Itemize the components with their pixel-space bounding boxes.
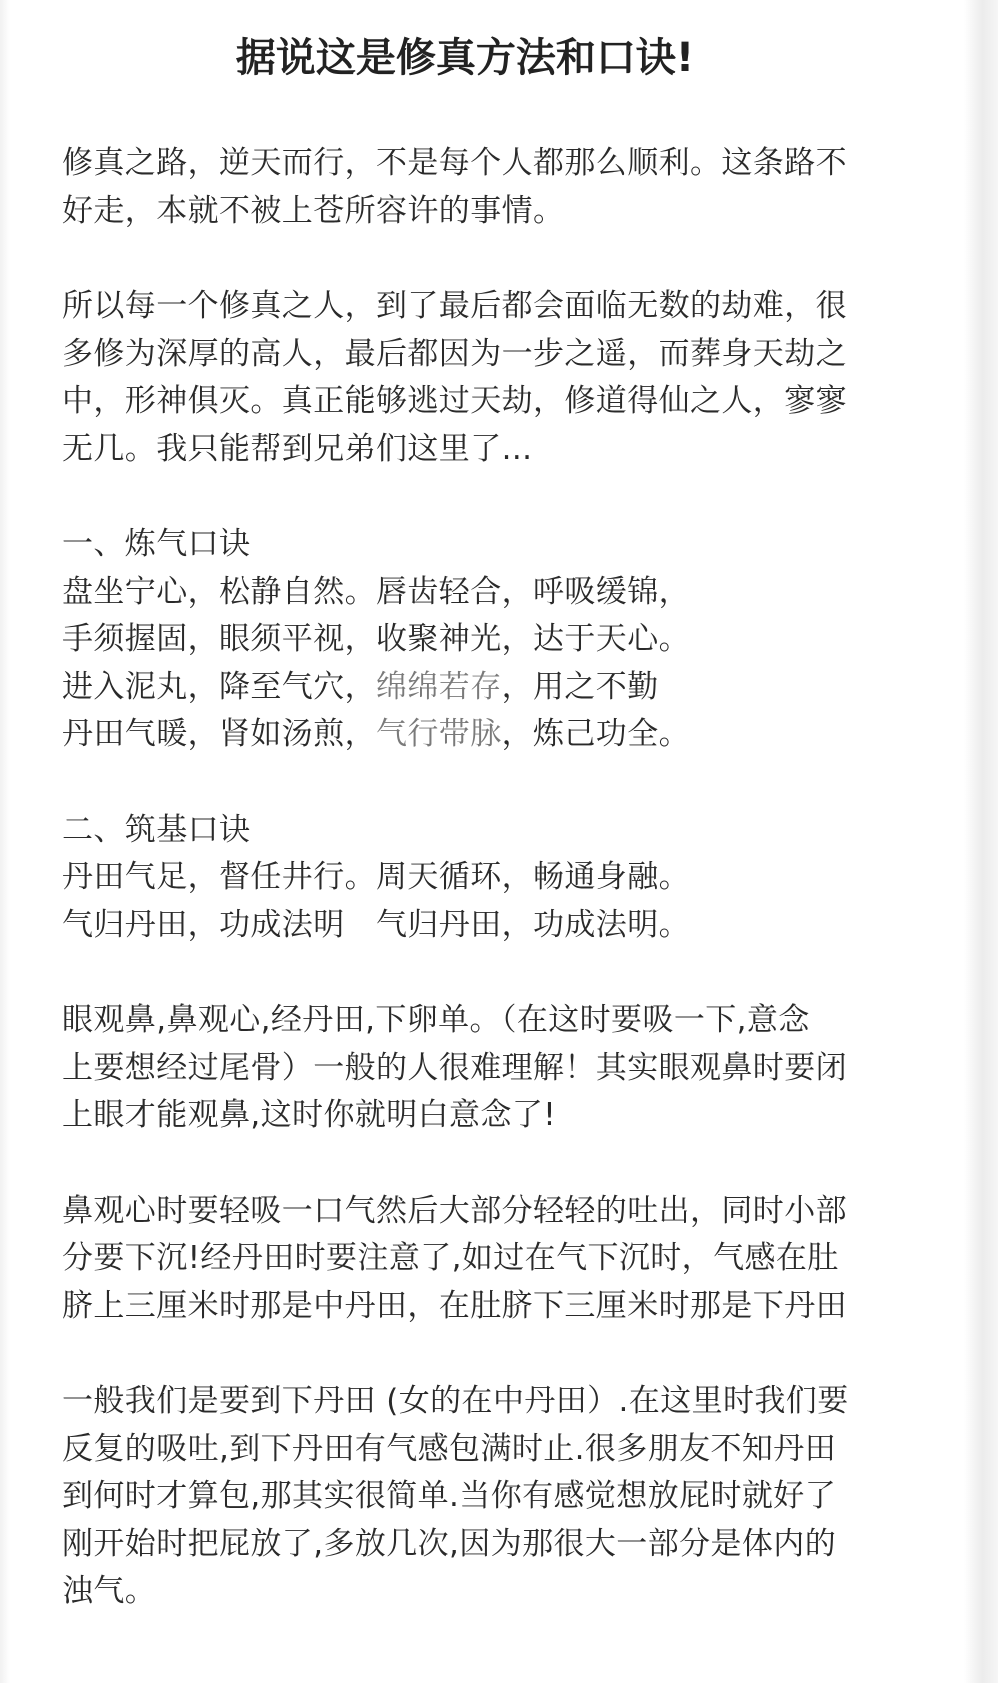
verse-text: 丹田气暖，肾如汤煎， (62, 716, 376, 752)
text-line: 一般我们是要到下丹田 (女的在中丹田）.在这里时我们要 (62, 1383, 849, 1419)
verse-line: 手须握固，眼须平视，收聚神光，达于天心。 (62, 621, 690, 657)
section-heading: 二、筑基口诀 (62, 811, 251, 848)
text-line: 多修为深厚的高人，最后都因为一步之遥，而葬身天劫之 (62, 335, 847, 372)
text-line: 好走，本就不被上苍所容许的事情。 (62, 192, 565, 229)
article-body (62, 140, 922, 1616)
text-line: 上要想经过尾骨）一般的人很难理解！其实眼观鼻时要闭 (62, 1049, 847, 1086)
text-line: 分要下沉!经丹田时要注意了,如过在气下沉时，气感在肚 (62, 1240, 839, 1276)
page-edge-shadow-left (0, 0, 10, 1683)
paragraph-lower-dantian (62, 1378, 922, 1616)
verse-line: 气归丹田，功成法明 气归丹田，功成法明。 (62, 906, 690, 943)
section-heading: 一、炼气口诀 (62, 526, 251, 562)
text-line: 中，形神俱灭。真正能够逃过天劫，修道得仙之人，寥寥 (62, 383, 847, 419)
section-qi-refining (62, 521, 922, 759)
text-line: 脐上三厘米时那是中丹田，在肚脐下三厘米时那是下丹田 (62, 1287, 847, 1324)
verse-text: ，炼己功全。 (501, 716, 691, 752)
verse-line: 丹田气足，督任井行。周天循环，畅通身融。 (62, 859, 690, 895)
verse-text-faded: 气行带脉 (376, 716, 502, 752)
verse-line: 盘坐宁心，松静自然。唇齿轻合，呼吸缓锦， (62, 573, 690, 610)
text-line: 刚开始时把屁放了,多放几次,因为那很大一部分是体内的 (62, 1525, 837, 1562)
text-line: 眼观鼻,鼻观心,经丹田,下卵单。（在这时要吸一下,意念 (62, 1002, 810, 1038)
page-edge-shadow-right (964, 0, 998, 1683)
verse-text: 进入泥丸，降至气穴， (62, 668, 376, 705)
text-line: 上眼才能观鼻,这时你就明白意念了! (62, 1097, 557, 1133)
text-line: 鼻观心时要轻吸一口气然后大部分轻轻的吐出，同时小部 (62, 1192, 847, 1229)
page-title: 据说这是修真方法和口诀! (235, 35, 695, 81)
text-line: 到何时才算包,那其实很简单.当你有感觉想放屁时就好了 (62, 1478, 837, 1514)
verse-text-faded: 绵绵若存 (376, 668, 502, 705)
paragraph-gap (62, 949, 922, 997)
paragraph-gap (62, 473, 922, 521)
text-line: 无几。我只能帮到兄弟们这里了... (62, 430, 533, 467)
verse-line (62, 664, 922, 712)
paragraph-gap (62, 1330, 922, 1378)
verse-text: ，用之不勤 (501, 668, 659, 705)
paragraph-gap (62, 1140, 922, 1188)
text-line: 反复的吸吐,到下丹田有气感包满时止.很多朋友不知丹田 (62, 1430, 837, 1467)
text-line: 修真之路，逆天而行，不是每个人都那么顺利。这条路不 (62, 145, 847, 181)
paragraph-eye-nose (62, 997, 922, 1140)
paragraph-breathing (62, 1188, 922, 1331)
text-line: 所以每一个修真之人，到了最后都会面临无数的劫难，很 (62, 288, 847, 324)
paragraph-intro (62, 140, 922, 235)
text-line: 浊气。 (62, 1573, 157, 1609)
verse-line (62, 711, 922, 759)
section-foundation (62, 807, 922, 950)
paragraph-tribulation (62, 283, 922, 473)
paragraph-gap (62, 235, 922, 283)
paragraph-gap (62, 759, 922, 807)
